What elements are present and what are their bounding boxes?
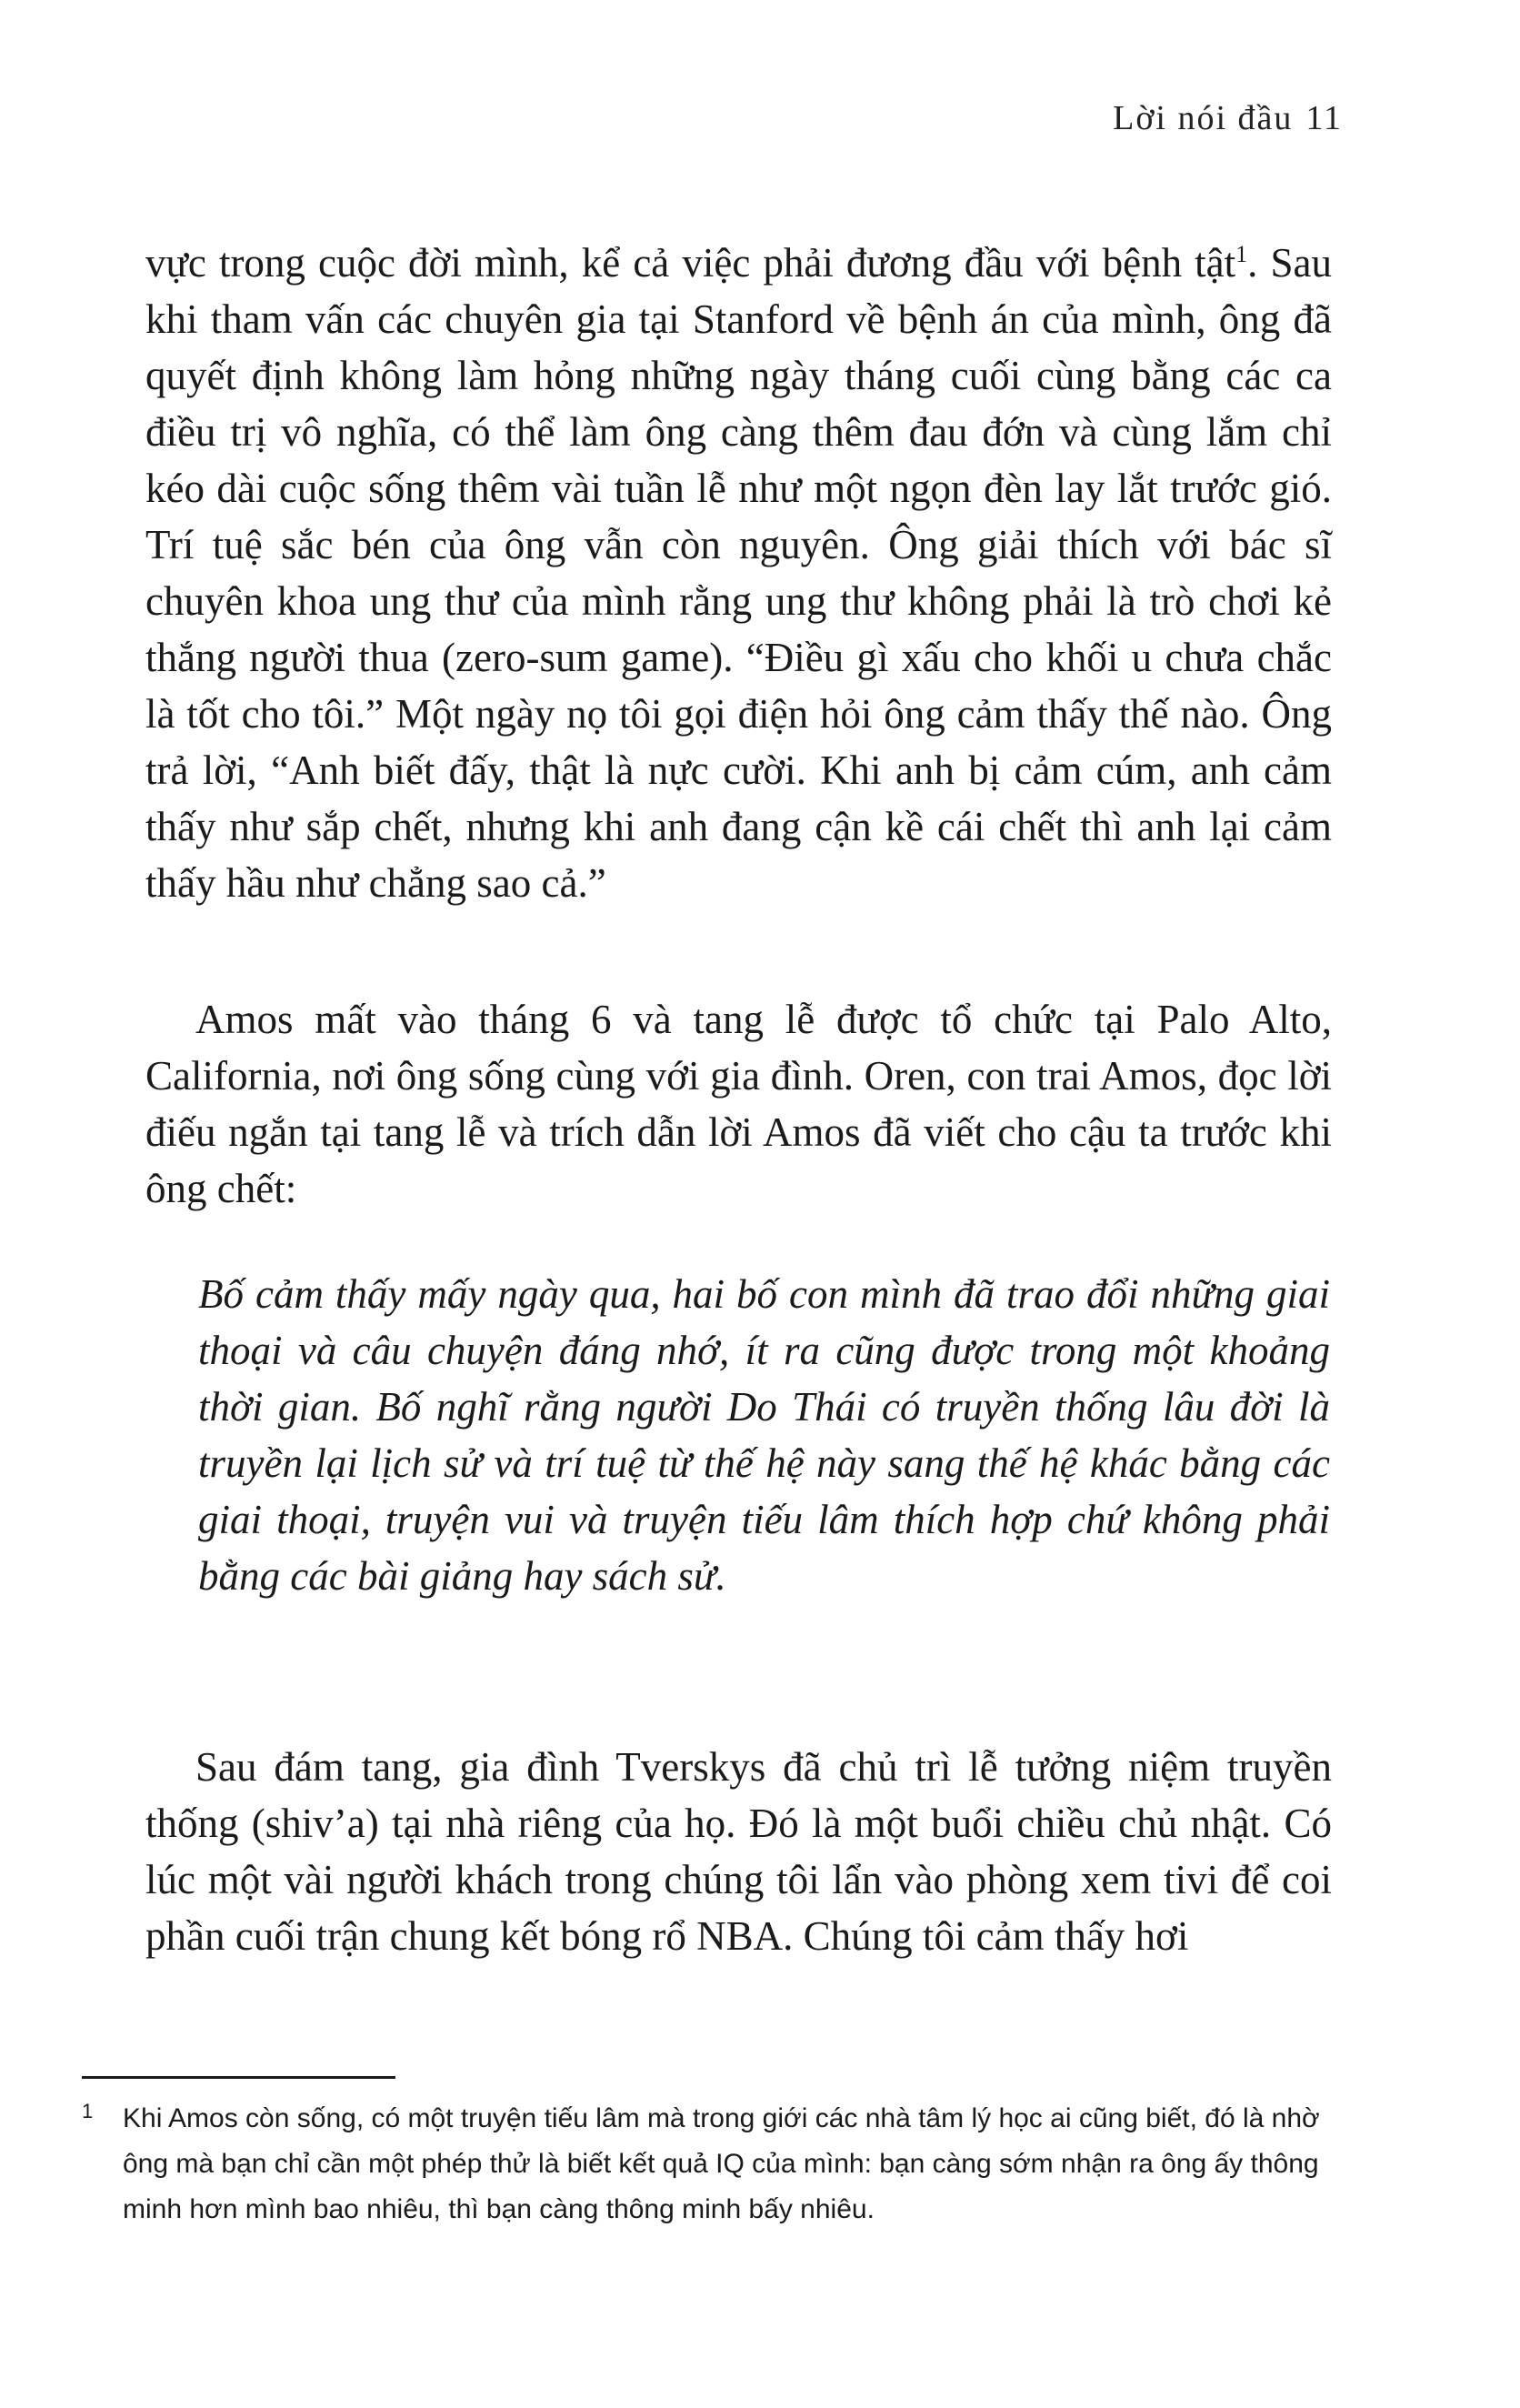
footnote-divider bbox=[82, 2076, 395, 2079]
body-paragraph-3 bbox=[145, 1739, 1332, 1964]
block-quote bbox=[198, 1266, 1330, 1604]
chapter-title: Lời nói đầu bbox=[1113, 99, 1294, 137]
footnote-reference: 1 bbox=[1235, 241, 1248, 267]
paragraph-2-text: Amos mất vào tháng 6 và tang lễ được tổ chức tại Palo Alto, California, nơi ông sống cùng với gia đình. Oren, con trai Amos, đọc lời điếu ngắn tại tang lễ và trích dẫn lời Amos đã viết cho cậu ta trước khi ông chết: bbox=[145, 997, 1332, 1211]
quote-text: Bố cảm thấy mấy ngày qua, hai bố con mình đã trao đổi những giai thoại và câu chuyện đáng nhớ, ít ra cũng được trong một khoảng thời gian. Bố nghĩ rằng người Do Thái có truyền thống lâu đời là truyền lại lịch sử và trí tuệ từ thế hệ này sang thế hệ khác bằng các giai thoại, truyện vui và truyện tiếu lâm thích hợp chứ không phải bằng các bài giảng hay sách sử. bbox=[198, 1271, 1330, 1599]
body-paragraph-2 bbox=[145, 991, 1332, 1217]
footnote-mark: 1 bbox=[82, 2100, 94, 2122]
paragraph-3-text: Sau đám tang, gia đình Tverskys đã chủ trì lễ tưởng niệm truyền thống (shiv’a) tại nhà riêng của họ. Đó là một buổi chiều chủ nhật. Có lúc một vài người khách trong chúng tôi lẩn vào phòng xem tivi để coi phần cuối trận chung kết bóng rổ NBA. Chúng tôi cảm thấy hơi bbox=[145, 1744, 1332, 1959]
running-header bbox=[1113, 98, 1343, 138]
body-paragraph-1 bbox=[145, 235, 1332, 911]
paragraph-1-text-b: . Sau khi tham vấn các chuyên gia tại Stanford về bệnh án của mình, ông đã quyết định không làm hỏng những ngày tháng cuối cùng bằng các ca điều trị vô nghĩa, có thể làm ông càng thêm đau đớn và cùng lắm chỉ kéo dài cuộc sống thêm vài tuần lễ như một ngọn đèn lay lắt trước gió. Trí tuệ sắc bén của ông vẫn còn nguyên. Ông giải thích với bác sĩ chuyên khoa ung thư của mình rằng ung thư không phải là trò chơi kẻ thắng người thua (zero-sum game). “Điều gì xấu cho khối u chưa chắc là tốt cho tôi.” Một ngày nọ tôi gọi điện hỏi ông cảm thấy thế nào. Ông trả lời, “Anh biết đấy, thật là nực cười. Khi anh bị cảm cúm, anh cảm thấy như sắp chết, nhưng khi anh đang cận kề cái chết thì anh lại cảm thấy hầu như chẳng sao cả.” bbox=[145, 240, 1333, 906]
paragraph-1-text-a: vực trong cuộc đời mình, kể cả việc phải đương đầu với bệnh tật bbox=[145, 240, 1236, 286]
page-number: 11 bbox=[1305, 99, 1343, 137]
footnote-text: Khi Amos còn sống, có một truyện tiếu lâm mà trong giới các nhà tâm lý học ai cũng biết, đó là nhờ ông mà bạn chỉ cần một phép thử là biết kết quả IQ của mình: bạn càng sớm nhận ra ông ấy thông minh hơn mình bao nhiêu, thì bạn càng thông minh bấy nhiêu. bbox=[123, 2103, 1320, 2224]
footnote bbox=[82, 2096, 1336, 2232]
